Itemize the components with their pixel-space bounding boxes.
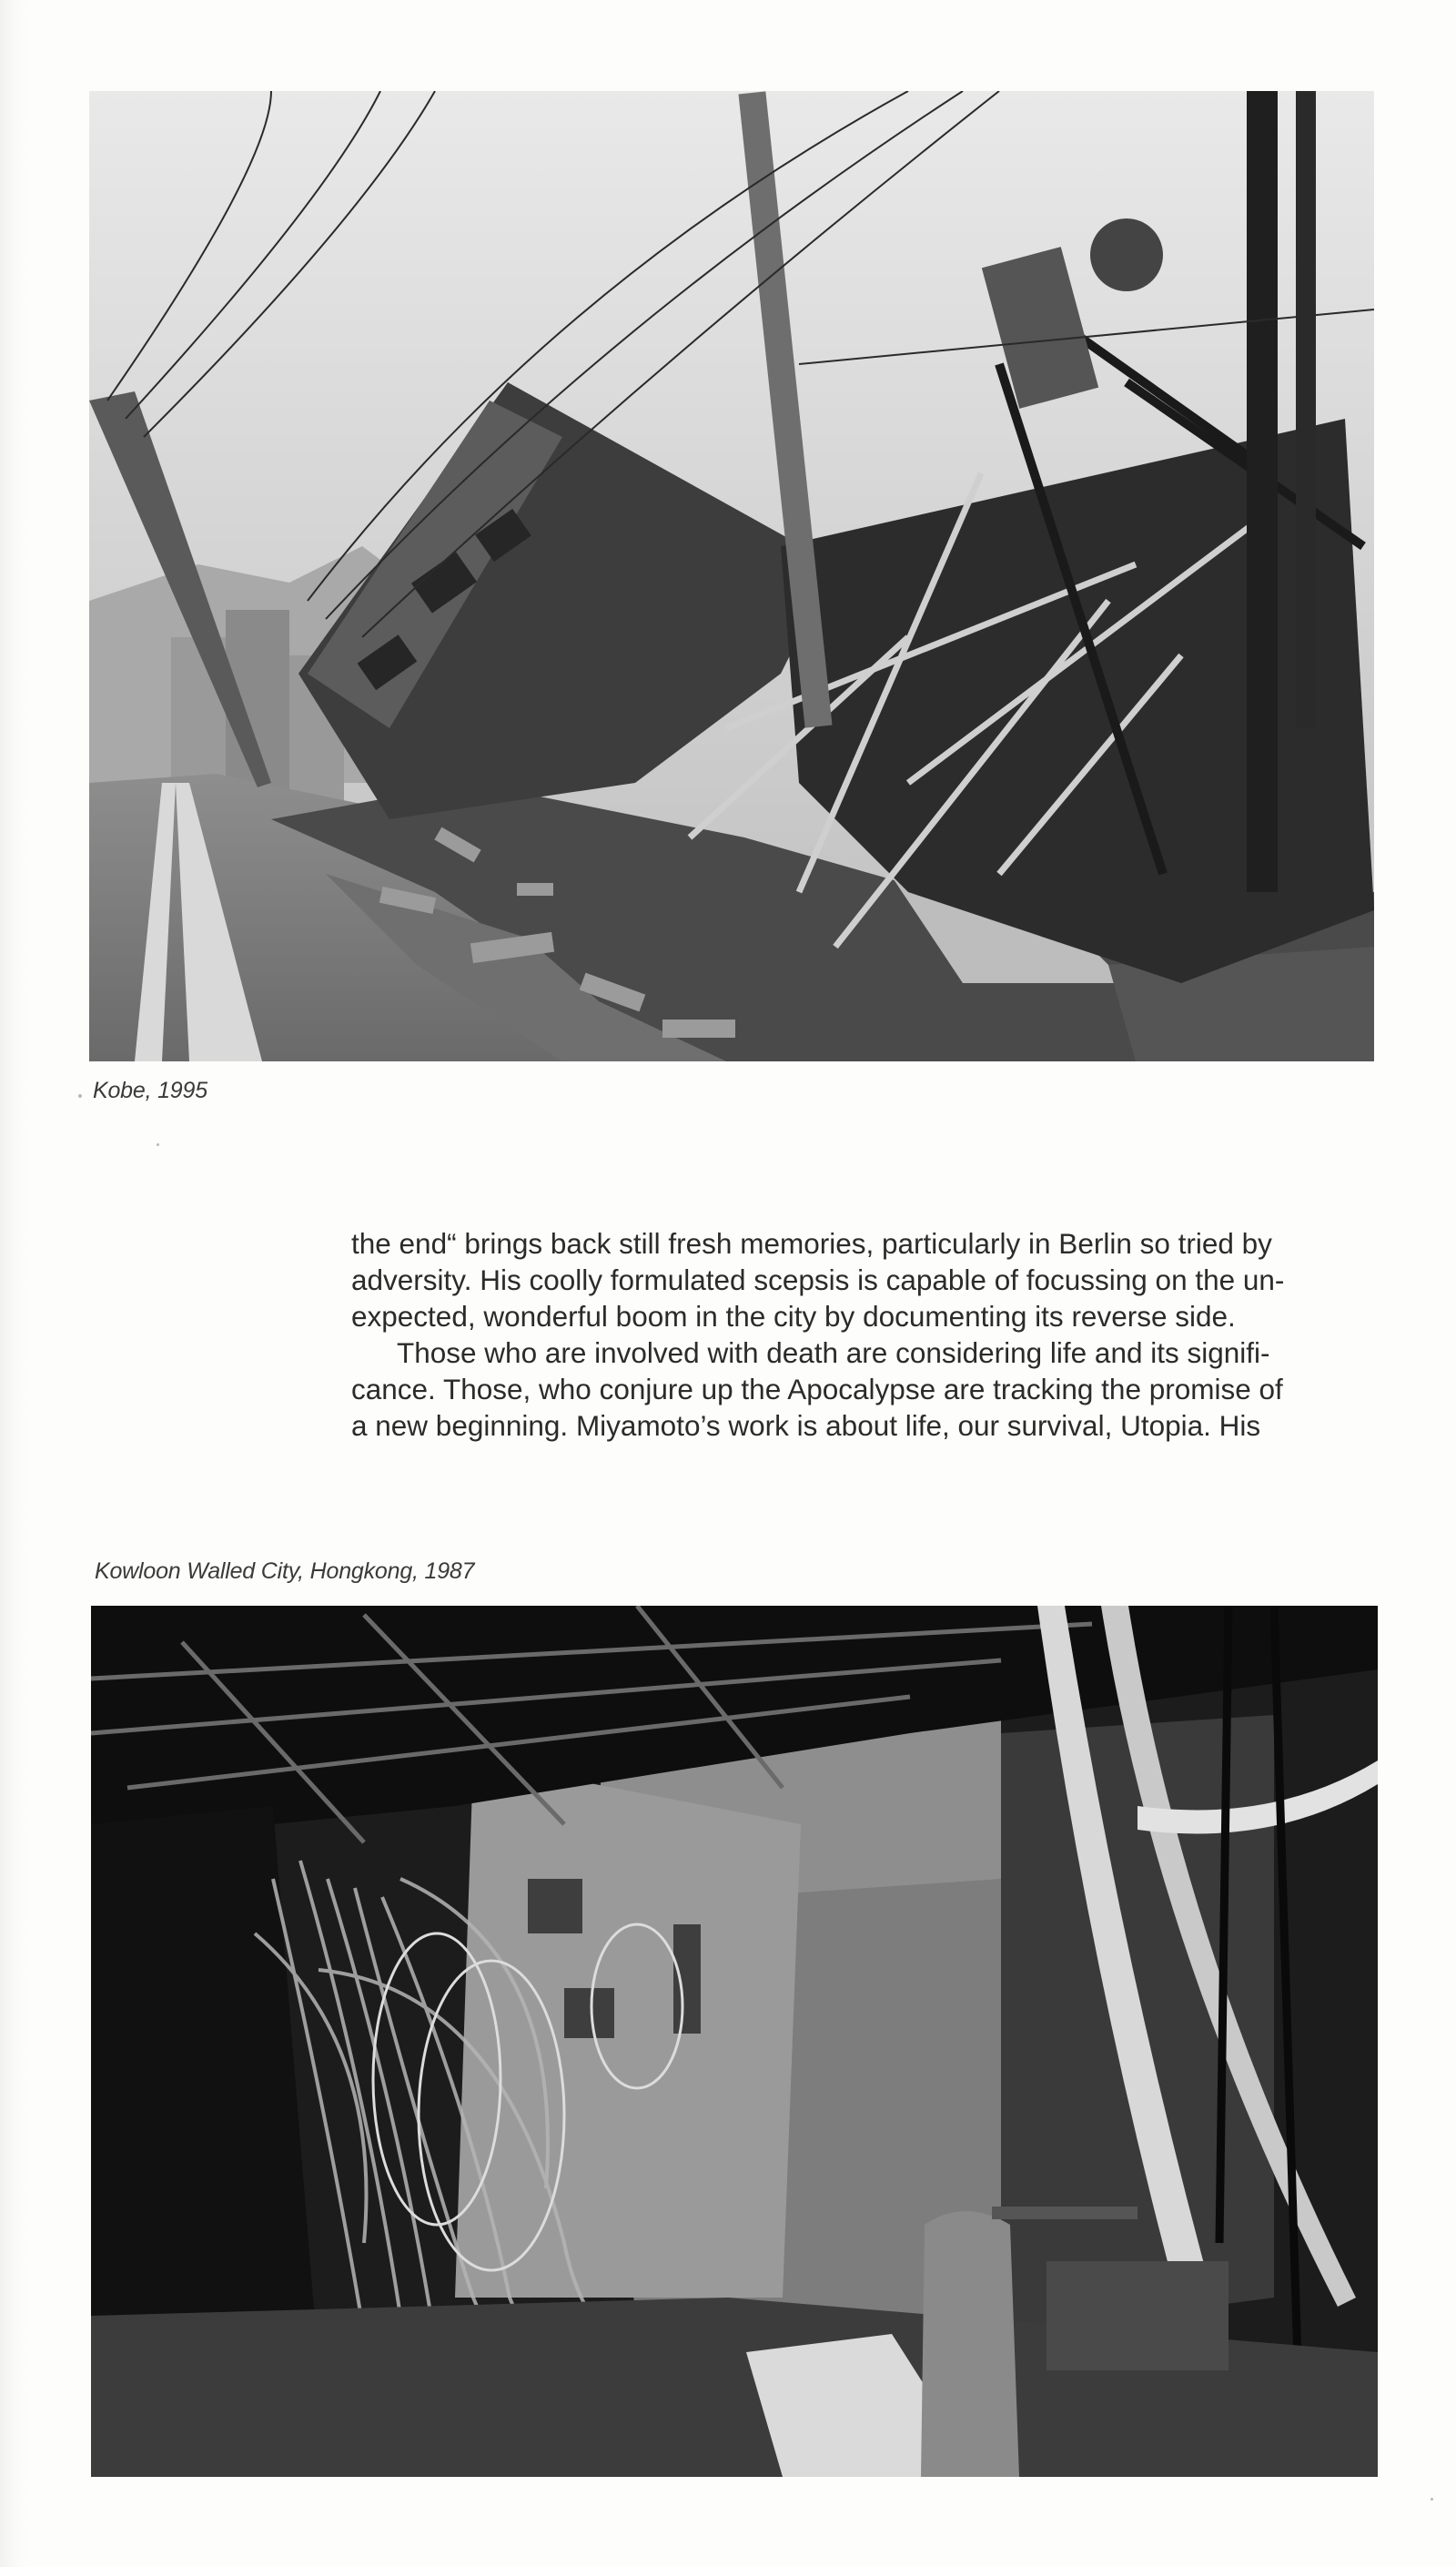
kowloon-photo-caption: Kowloon Walled City, Hongkong, 1987	[95, 1558, 475, 1584]
body-line: adversity. His coolly formulated scepsis is capable of focussing on the un-	[351, 1263, 1285, 1296]
paper-speck	[157, 1143, 159, 1146]
body-line: expected, wonderful boom in the city by documenting its reverse side.	[351, 1300, 1236, 1333]
paper-speck	[78, 1094, 82, 1098]
body-line: the end“ brings back still fresh memories, particularly in Berlin so tried by	[351, 1227, 1272, 1260]
kobe-photo-caption: Kobe, 1995	[93, 1078, 207, 1103]
kobe-photo-illustration	[89, 91, 1374, 1061]
article-body-text	[351, 1225, 1374, 1444]
body-line: a new beginning. Miyamoto’s work is about life, our survival, Utopia. His	[351, 1409, 1261, 1442]
kowloon-photograph	[91, 1606, 1378, 2477]
kowloon-photo-illustration	[91, 1606, 1378, 2477]
page-edge	[0, 0, 27, 2567]
body-line: cance. Those, who conjure up the Apocalypse are tracking the promise of	[351, 1373, 1283, 1405]
body-line-paragraph-start: Those who are involved with death are considering life and its signifi-	[397, 1336, 1270, 1369]
paper-speck	[1431, 2498, 1433, 2501]
kobe-photograph	[89, 91, 1374, 1061]
